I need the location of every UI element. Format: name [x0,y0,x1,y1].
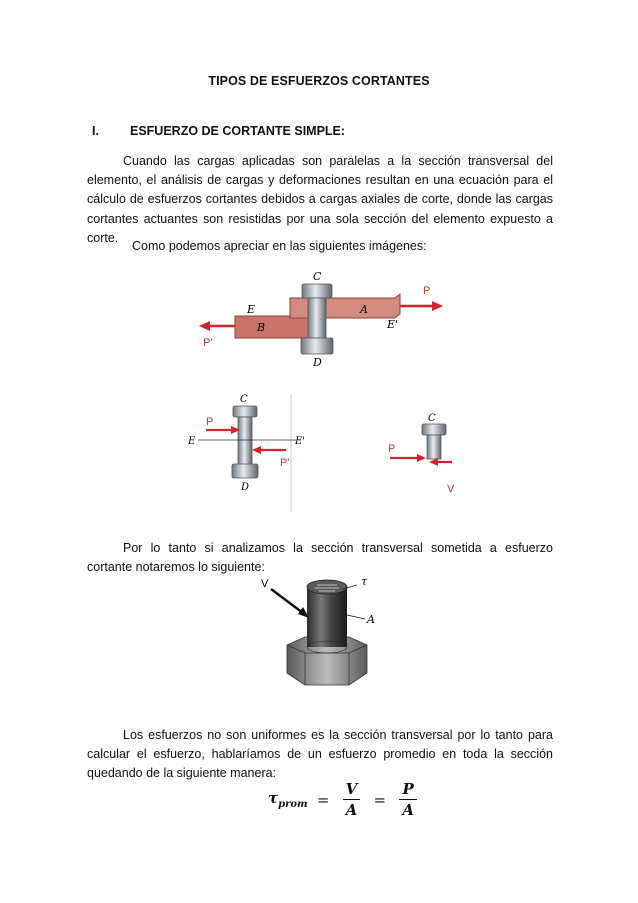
paragraph-images-intro: Como podemos apreciar en las siguientes imágenes: [132,239,427,253]
arrow-p-prime [252,446,261,454]
bolt-head [302,284,332,298]
bolt-shank [308,298,326,338]
label-c: C [428,413,436,424]
label-e-prime: E' [387,318,399,331]
label-c: C [240,394,248,405]
label-p-prime: P' [280,457,290,469]
figure-bolt-cut [382,412,472,497]
document-title: TIPOS DE ESFUERZOS CORTANTES [208,74,430,88]
formula-lhs-sub: prom [278,799,308,810]
paragraph-intro [87,152,553,248]
bolt-head [233,406,257,417]
paragraph-analysis-text: Por lo tanto si analizamos la sección transversal sometida a esfuerzo cortante notaremos lo siguiente: [87,541,553,575]
paragraph-intro-text: Cuando las cargas aplicadas son paralelas a la sección transversal del elemento, el análisis de cargas y deformaciones resultan en una ecuación para el cálculo de esfuerzos cortantes debidos a cargas axiales de corte, donde las cargas cortantes actuantes son resistidas por una sola sección del elemento expuesto a corte. [87,154,553,245]
bolt-nut [232,464,258,478]
bolt-cylinder [307,587,347,647]
section-title: ESFUERZO DE CORTANTE SIMPLE: [130,124,346,138]
formula-equals-2: = [373,790,387,809]
figure-bolt-section [188,392,313,514]
label-p: P [423,285,431,297]
section-heading [92,124,345,138]
label-e-prime: E' [295,436,306,447]
formula-fraction-p-a: $\frac{P}{A}$ [399,780,417,819]
label-d: D [241,482,250,493]
formula-lhs: $\tau_{prom}$ [268,789,308,810]
figure-lap-joint [195,268,450,380]
bolt-nut [301,338,333,354]
paragraph-analysis [87,539,553,577]
label-p: P [206,416,214,428]
arrow-p-prime [199,321,210,331]
section-number: I. [92,124,99,138]
label-c: C [313,270,322,283]
bolt-shank [427,435,441,459]
label-e: E [247,303,256,316]
label-b: B [257,321,266,334]
arrow-p [417,454,426,462]
shear-section-face [307,580,347,594]
formula-average-shear [268,780,421,819]
label-a: A [360,303,368,316]
paragraph-average-text: Los esfuerzos no son uniformes es la sección transversal por lo tanto para calcular el esfuerzo, hablaríamos de un esfuerzo promedio en toda la sección quedando de la siguiente manera: [87,728,553,781]
figure-shear-section [255,575,383,693]
formula-equals-1: = [316,790,330,809]
label-v: V [447,483,455,495]
formula-fraction-v-a: $\frac{V}{A}$ [343,780,361,819]
label-v: V [261,578,269,590]
label-e: E [188,436,196,447]
label-tau: τ [361,575,368,588]
label-a: A [367,613,375,626]
label-p-prime: P' [203,337,213,349]
bolt-head [422,424,446,435]
label-d: D [313,356,322,369]
paragraph-average [87,726,553,784]
label-p: P [388,443,396,455]
arrow-p [432,301,443,311]
